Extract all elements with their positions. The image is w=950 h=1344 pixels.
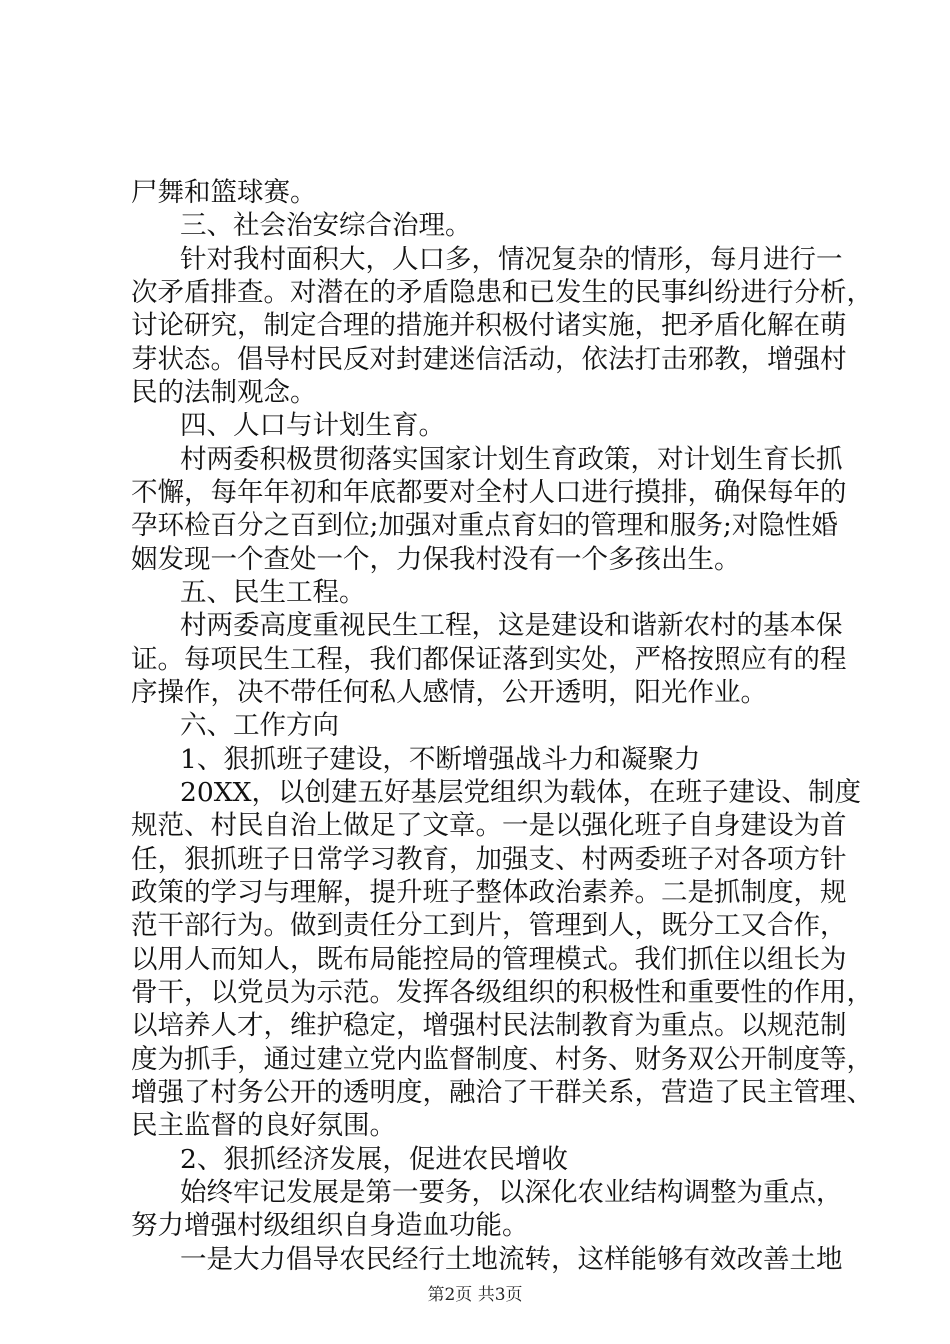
text-line: 民主监督的良好氛围。 xyxy=(131,1110,396,1141)
text-line: 芽状态。倡导村民反对封建迷信活动，依法打击邪教，增强村 xyxy=(131,344,847,375)
text-line: 政策的学习与理解，提升班子整体政治素养。二是抓制度，规 xyxy=(131,877,847,908)
text-line: 姻发现一个查处一个，力保我村没有一个多孩出生。 xyxy=(131,544,741,575)
section-heading: 四、人口与计划生育。 xyxy=(180,410,445,441)
text-line: 以培养人才，维护稳定，增强村民法制教育为重点。以规范制 xyxy=(131,1010,847,1041)
text-line: 序操作，决不带任何私人感情，公开透明，阳光作业。 xyxy=(131,677,767,708)
page-footer: 第2页 共3页 xyxy=(427,1285,523,1305)
text-line: 针对我村面积大，人口多，情况复杂的情形，每月进行一 xyxy=(180,244,843,275)
text-line: 规范、村民自治上做足了文章。一是以强化班子自身建设为首 xyxy=(131,810,847,841)
text-line: 不懈，每年年初和年底都要对全村人口进行摸排，确保每年的 xyxy=(131,477,847,508)
text-line: 20XX，以创建五好基层党组织为载体，在班子建设、制度 xyxy=(180,777,861,808)
section-heading: 五、民生工程。 xyxy=(180,577,366,608)
subsection-heading: 2、狠抓经济发展，促进农民增收 xyxy=(180,1144,568,1175)
text-line: 村两委积极贯彻落实国家计划生育政策，对计划生育长抓 xyxy=(180,444,843,475)
text-line: 证。每项民生工程，我们都保证落到实处，严格按照应有的程 xyxy=(131,644,847,675)
subsection-heading: 1、狠抓班子建设，不断增强战斗力和凝聚力 xyxy=(180,744,701,775)
text-line: 讨论研究，制定合理的措施并积极付诸实施，把矛盾化解在萌 xyxy=(131,310,847,341)
text-line: 始终牢记发展是第一要务，以深化农业结构调整为重点， xyxy=(180,1177,843,1208)
text-line: 任，狠抓班子日常学习教育，加强支、村两委班子对各项方针 xyxy=(131,844,847,875)
text-line: 范干部行为。做到责任分工到片，管理到人，既分工又合作， xyxy=(131,910,847,941)
text-line: 努力增强村级组织自身造血功能。 xyxy=(131,1210,529,1241)
section-heading: 三、社会治安综合治理。 xyxy=(180,210,472,241)
text-line: 村两委高度重视民生工程，这是建设和谐新农村的基本保 xyxy=(180,610,843,641)
text-line: 孕环检百分之百到位;加强对重点育妇的管理和服务;对隐性婚 xyxy=(131,510,838,541)
text-line: 一是大力倡导农民经行土地流转，这样能够有效改善土地 xyxy=(180,1244,843,1275)
text-line: 度为抓手，通过建立党内监督制度、村务、财务双公开制度等， xyxy=(131,1044,873,1075)
text-line: 尸舞和篮球赛。 xyxy=(131,177,317,208)
text-line: 骨干，以党员为示范。发挥各级组织的积极性和重要性的作用， xyxy=(131,977,873,1008)
text-line: 次矛盾排查。对潜在的矛盾隐患和已发生的民事纠纷进行分析， xyxy=(131,277,873,308)
text-line: 以用人而知人，既布局能控局的管理模式。我们抓住以组长为 xyxy=(131,944,847,975)
text-line: 民的法制观念。 xyxy=(131,377,317,408)
text-line: 增强了村务公开的透明度，融洽了干群关系，营造了民主管理、 xyxy=(131,1077,873,1108)
section-heading: 六、工作方向 xyxy=(180,710,339,741)
